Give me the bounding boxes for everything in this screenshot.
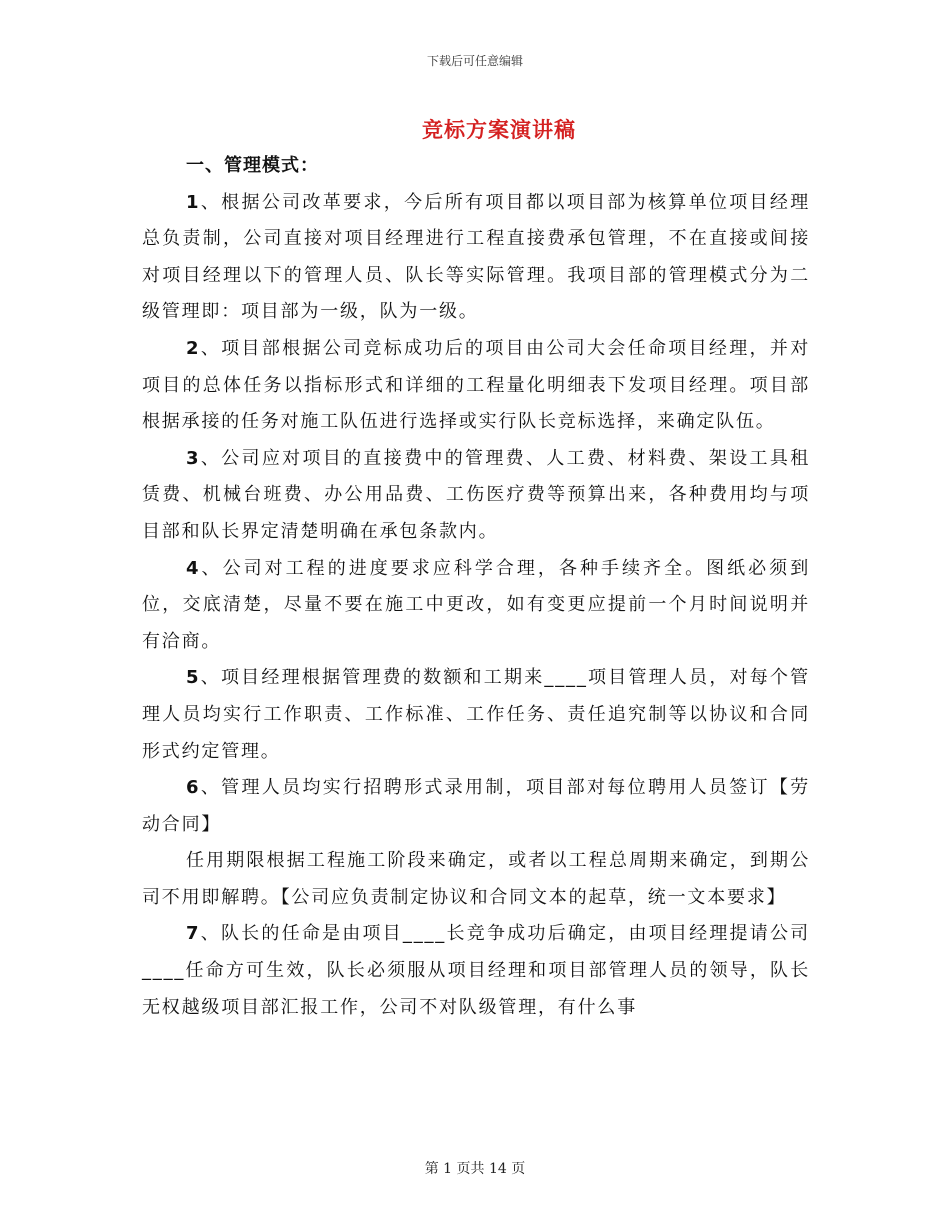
paragraph-5 <box>142 660 810 770</box>
header-note: 下载后可任意编辑 <box>426 54 523 68</box>
paragraph-2 <box>142 331 810 441</box>
paragraph-number: 4 <box>186 557 201 579</box>
paragraph-6-continued <box>142 843 810 916</box>
document-title: 竞标方案演讲稿 <box>422 118 576 142</box>
paragraph-1 <box>142 185 810 331</box>
paragraph-text: 任用期限根据工程施工阶段来确定，或者以工程总周期来确定，到期公司不用即解聘。【公司应负责制定协议和合同文本的起草，统一文本要求】 <box>142 850 810 908</box>
paragraph-3 <box>142 441 810 551</box>
paragraph-text: 、队长的任命是由项目____长竞争成功后确定，由项目经理提请公司____任命方可生效，队长必须服从项目经理和项目部管理人员的领导，队长无权越级项目部汇报工作，公司不对队级管理，有什么事 <box>142 923 810 1018</box>
page-footer: 第 1 页共 14 页 <box>424 1161 526 1177</box>
section-heading: 一、管理模式： <box>186 155 319 176</box>
paragraph-text: 、管理人员均实行招聘形式录用制，项目部对每位聘用人员签订【劳动合同】 <box>142 777 810 835</box>
paragraph-number: 5 <box>186 667 201 689</box>
paragraph-text: 、公司对工程的进度要求应科学合理，各种手续齐全。图纸必须到位，交底清楚，尽量不要在施工中更改，如有变更应提前一个月时间说明并有洽商。 <box>142 557 810 652</box>
paragraph-number: 1 <box>186 191 201 213</box>
paragraph-text: 、公司应对项目的直接费中的管理费、人工费、材料费、架设工具租赁费、机械台班费、办公用品费、工伤医疗费等预算出来，各种费用均与项目部和队长界定清楚明确在承包条款内。 <box>142 447 810 542</box>
paragraph-number: 6 <box>186 777 201 799</box>
paragraph-text: 、项目部根据公司竞标成功后的项目由公司大会任命项目经理，并对项目的总体任务以指标形式和详细的工程量化明细表下发项目经理。项目部根据承接的任务对施工队伍进行选择或实行队长竞标选择，来确定队伍。 <box>142 337 810 433</box>
paragraph-text: 、根据公司改革要求，今后所有项目都以项目部为核算单位项目经理总负责制，公司直接对项目经理进行工程直接费承包管理，不在直接或间接对项目经理以下的管理人员、队长等实际管理。我项目部的管理模式分为二级管理即：项目部为一级，队为一级。 <box>142 191 810 323</box>
paragraph-4 <box>142 551 810 661</box>
paragraph-number: 3 <box>186 447 201 469</box>
document-body <box>142 148 810 1026</box>
paragraph-7 <box>142 916 810 1026</box>
paragraph-number: 7 <box>186 923 201 945</box>
paragraph-6 <box>142 770 810 843</box>
paragraph-number: 2 <box>186 337 201 359</box>
paragraph-text: 、项目经理根据管理费的数额和工期来____项目管理人员，对每个管理人员均实行工作职责、工作标准、工作任务、责任追究制等以协议和合同形式约定管理。 <box>142 667 810 762</box>
